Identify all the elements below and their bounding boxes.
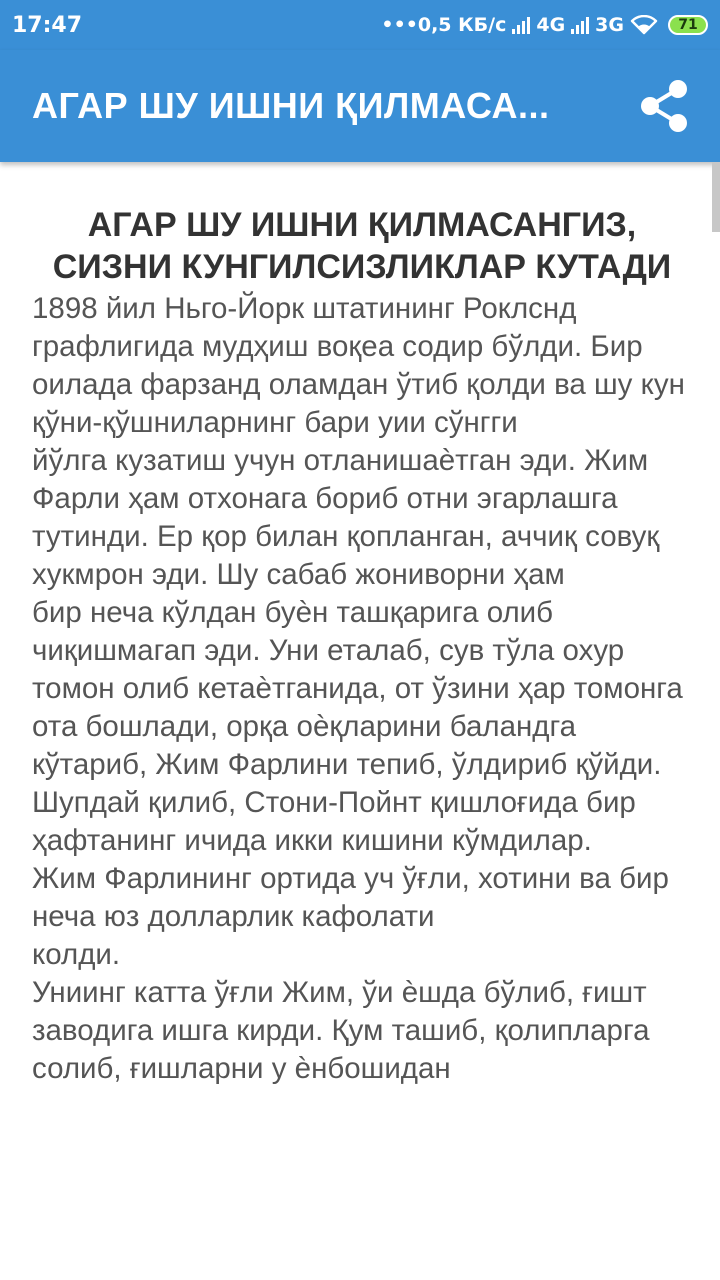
- network-3g-label: 3G: [595, 14, 624, 36]
- share-icon: [638, 79, 690, 133]
- article-body: [32, 290, 692, 1088]
- article-content[interactable]: [0, 162, 720, 1280]
- wifi-icon: [630, 15, 658, 35]
- app-bar: [0, 50, 720, 162]
- network-4g-label: 4G: [536, 14, 566, 36]
- article-paragraph: 1898 йил Ньго-Йорк штатининг Роклснд графлигида мудҳиш воқеа содир бўлди. Бир оилада фарзанд оламдан ўтиб қолди ва шу кун қўни-қўшниларнинг бари уии сўнгги: [32, 292, 685, 439]
- signal-4g-icon: [512, 16, 530, 34]
- article-paragraph: колди.: [32, 938, 121, 971]
- data-speed: •••0,5 КБ/с: [381, 14, 507, 36]
- share-button[interactable]: [636, 78, 692, 134]
- battery-icon: [668, 15, 708, 35]
- article-paragraph: Униинг катта ўғли Жим, ўи ѐшда бўлиб, ғишт заводига ишга кирди. Қум ташиб, қолипларга солиб, ғишларни у ѐнбошидан: [32, 976, 650, 1085]
- article-paragraph: Жим Фарлининг ортида уч ўғли, хотини ва бир неча юз долларлик кафолати: [32, 862, 669, 933]
- battery-level: 71: [678, 17, 698, 33]
- article-title-line-1: АГАР ШУ ИШНИ ҚИЛМАСАНГИЗ,: [87, 206, 637, 244]
- status-bar: [0, 0, 720, 50]
- scrollbar[interactable]: [712, 162, 720, 232]
- signal-3g-icon: [571, 16, 589, 34]
- article-title: [32, 204, 692, 288]
- article-title-line-2: СИЗНИ КУНГИЛСИЗЛИКЛАР КУТАДИ: [52, 248, 672, 286]
- status-time: 17:47: [12, 12, 83, 38]
- article-paragraph: тутинди. Ер қор билан қопланган, аччиқ совуқ хукмрон эди. Шу сабаб жониворни ҳам: [32, 520, 660, 591]
- article-paragraph: бир неча кўлдан буѐн ташқарига олиб чиқишмагап эди. Уни еталаб, сув тўла охур томон олиб кетаѐтганида, от ўзини ҳар томонга ота бошлади, орқа оѐқларини баландга: [32, 596, 683, 743]
- status-icons: [381, 14, 708, 36]
- app-bar-title: АГАР ШУ ИШНИ ҚИЛМАСА...: [32, 85, 550, 126]
- article-paragraph: кўтариб, Жим Фарлини тепиб, ўлдириб қўйди. Шупдай қилиб, Стони-Пойнт қишлоғида бир ҳафтанинг ичида икки кишини кўмдилар.: [32, 748, 662, 857]
- article-paragraph: йўлга кузатиш учун отланишаѐтган эди. Жим Фарли ҳам отхонага бориб отни эгарлашга: [32, 444, 649, 515]
